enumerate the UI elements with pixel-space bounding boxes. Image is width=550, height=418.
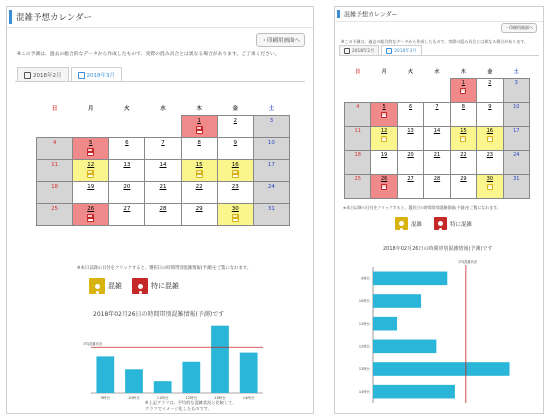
calendar-day-cell[interactable] <box>424 103 450 127</box>
calendar-panel-mobile <box>334 6 544 414</box>
day-number: 23 <box>486 152 493 158</box>
calendar-day-cell <box>345 127 371 151</box>
day-number: 23 <box>231 184 239 190</box>
tab-2018-02[interactable] <box>17 67 69 82</box>
day-number: 31 <box>267 206 275 212</box>
calendar-day-cell[interactable] <box>181 116 217 138</box>
day-number: 20 <box>407 152 414 158</box>
day-number: 13 <box>407 128 414 134</box>
weekday-header: 日 <box>355 68 361 75</box>
crowd-icon <box>487 136 493 142</box>
chart-tick-label: 14時台 <box>242 396 255 400</box>
day-number: 9 <box>233 140 238 146</box>
legend-heavy-label: 特に混雑 <box>151 282 179 290</box>
title-bar <box>7 7 313 28</box>
day-number: 9 <box>488 104 492 110</box>
calendar-day-cell[interactable] <box>73 160 109 182</box>
title-accent <box>9 10 12 24</box>
crowd-icon <box>87 170 94 178</box>
calendar-day-cell[interactable] <box>181 204 217 226</box>
calendar-grid <box>36 101 290 226</box>
tab-label: 2018年3月 <box>394 49 417 54</box>
calendar-note: ※本日以降の日付をクリックすると、選択日の時間帯別混雑情報(予測)をご覧になれます。 <box>343 205 501 210</box>
day-number: 1 <box>197 118 201 124</box>
crowd-icon <box>87 148 94 156</box>
calendar-day-cell[interactable] <box>397 175 423 199</box>
day-number: 5 <box>382 104 386 110</box>
day-number: 10 <box>267 140 275 146</box>
calendar-day-cell[interactable] <box>450 103 476 127</box>
forecast-notice: ※この予測は、過去の総合的なデータから作成したもので、実際の混み具合とは異なる場合があります。ご了承ください。 <box>17 52 280 57</box>
calendar-day-cell <box>253 116 289 138</box>
calendar-day-cell[interactable] <box>450 79 476 103</box>
graph-footnote-line: ※上記グラフは、平均的な混雑状況と比較して、 <box>145 400 237 405</box>
calendar-day-cell <box>345 103 371 127</box>
day-number: 7 <box>161 140 165 146</box>
tab-label: 2018年2月 <box>33 73 62 79</box>
day-number: 13 <box>123 162 131 168</box>
chart-bar <box>373 385 455 399</box>
calendar-empty-cell <box>371 79 397 103</box>
legend-heavy <box>434 217 472 230</box>
crowd-icon <box>232 170 239 178</box>
calendar-empty-cell <box>424 79 450 103</box>
calendar-day-cell[interactable] <box>477 79 503 103</box>
chart-tick-label: 10時台 <box>358 299 370 304</box>
day-number: 3 <box>514 80 518 86</box>
calendar-day-cell[interactable] <box>217 160 253 182</box>
day-number: 15 <box>195 162 203 168</box>
chart-bar <box>125 369 143 393</box>
chart-bar <box>373 362 510 376</box>
chart-tick-label: 14時台 <box>358 389 370 394</box>
day-number: 14 <box>433 128 441 134</box>
calendar-day-cell[interactable] <box>477 175 503 199</box>
crowd-icon <box>381 136 387 142</box>
average-line-label: 平均混雑状況 <box>83 342 103 347</box>
calendar-day-cell[interactable] <box>145 204 181 226</box>
day-number: 30 <box>231 206 239 212</box>
day-number: 20 <box>123 184 131 190</box>
chart-tick-label: 9時台 <box>361 276 370 281</box>
chart-bar <box>373 294 421 308</box>
day-number: 12 <box>87 162 95 168</box>
day-number: 29 <box>195 206 203 212</box>
crowd-icon <box>460 88 466 94</box>
calendar-day-cell[interactable] <box>397 103 423 127</box>
calendar-day-cell[interactable] <box>73 182 109 204</box>
day-number: 1 <box>461 80 465 86</box>
day-number: 24 <box>513 152 520 158</box>
day-number: 7 <box>435 104 439 110</box>
calendar-day-cell <box>503 103 529 127</box>
forecast-notice: ※この予測は、過去の総合的なデータから作成したもので、実際の混み具合とは異なる場合があります。 <box>341 39 528 44</box>
calendar-day-cell[interactable] <box>109 160 145 182</box>
calendar-day-cell <box>253 204 289 226</box>
day-number: 8 <box>461 104 465 110</box>
day-number: 31 <box>513 176 520 182</box>
calendar-day-cell[interactable] <box>450 175 476 199</box>
crowd-icon <box>381 184 387 190</box>
calendar-day-cell <box>37 138 73 160</box>
day-number: 19 <box>380 152 388 158</box>
calendar-empty-cell <box>37 116 73 138</box>
calendar-day-cell <box>503 127 529 151</box>
calendar-week-row <box>345 151 530 175</box>
calendar-day-cell[interactable] <box>109 182 145 204</box>
day-number: 21 <box>433 152 441 158</box>
graph-title: 2018年02月26日の時間帯別混雑情報(予測)です <box>93 311 225 318</box>
chart-tick-label: 13時台 <box>214 396 226 400</box>
day-number: 5 <box>88 140 93 146</box>
day-number: 18 <box>354 152 361 158</box>
legend <box>395 217 472 230</box>
day-number: 21 <box>159 184 167 190</box>
calendar-day-cell[interactable] <box>145 160 181 182</box>
calendar-icon <box>24 72 31 79</box>
legend-heavy-label: 特に混雑 <box>450 221 473 228</box>
calendar-day-cell[interactable] <box>109 138 145 160</box>
chart-tick-label: 11時台 <box>358 321 370 326</box>
day-number: 2 <box>233 118 238 124</box>
day-number: 17 <box>513 128 520 134</box>
calendar-week-row <box>345 127 530 151</box>
chart-tick-label: 13時台 <box>358 367 370 372</box>
calendar-week-row <box>345 175 530 199</box>
chart-bar <box>240 353 258 393</box>
weekday-header: 木 <box>460 68 466 75</box>
calendar-day-cell[interactable] <box>109 204 145 226</box>
calendar-day-cell <box>503 79 529 103</box>
hourly-congestion-chart <box>343 255 523 405</box>
calendar-grid <box>344 64 530 199</box>
calendar-day-cell[interactable] <box>371 151 397 175</box>
day-number: 26 <box>380 176 388 182</box>
day-number: 17 <box>267 162 275 168</box>
weekday-header: 水 <box>160 106 166 113</box>
print-button[interactable]: ・印刷用画面へ <box>256 33 305 47</box>
calendar-day-cell[interactable] <box>450 127 476 151</box>
day-number: 22 <box>460 152 467 158</box>
calendar-day-cell <box>345 151 371 175</box>
print-button[interactable]: ・印刷用画面へ <box>501 23 537 33</box>
day-number: 24 <box>267 184 275 190</box>
weekday-header: 土 <box>268 106 275 112</box>
page-title: 混雑予想カレンダー <box>16 13 92 23</box>
day-number: 25 <box>354 176 361 182</box>
weekday-header: 木 <box>196 106 202 112</box>
crowd-icon <box>196 126 203 134</box>
tab-divider <box>339 55 539 56</box>
tab-2018-03[interactable] <box>71 67 123 82</box>
chart-bar <box>96 356 114 393</box>
tab-label: 2018年2月 <box>352 49 375 54</box>
calendar-day-cell[interactable] <box>217 138 253 160</box>
day-number: 18 <box>51 184 59 190</box>
graph-title: 2018年02月26日の時間帯別混雑情報(予測)です <box>383 246 493 252</box>
title-bar <box>335 7 543 22</box>
calendar-day-cell <box>345 175 371 199</box>
day-number: 16 <box>486 128 493 134</box>
day-number: 25 <box>51 206 59 212</box>
day-number: 28 <box>433 176 441 182</box>
day-number: 15 <box>460 128 467 134</box>
legend-moderate-label: 混雑 <box>108 282 122 290</box>
calendar-note: ※本日以降の日付をクリックすると、選択日の時間帯別混雑情報(予測)をご覧になれます。 <box>77 266 252 271</box>
calendar-day-cell[interactable] <box>217 182 253 204</box>
calendar-day-cell <box>37 182 73 204</box>
calendar-week-row <box>37 116 290 138</box>
day-number: 16 <box>231 162 239 168</box>
calendar-empty-cell <box>109 116 145 138</box>
calendar-panel-desktop <box>6 6 314 414</box>
day-number: 19 <box>87 184 95 190</box>
day-number: 28 <box>159 206 167 212</box>
calendar-week-row <box>345 79 530 103</box>
weekday-header: 火 <box>124 106 130 113</box>
day-number: 11 <box>51 162 59 168</box>
weekday-header: 月 <box>381 68 387 75</box>
calendar-day-cell <box>253 182 289 204</box>
calendar-empty-cell <box>397 79 423 103</box>
weekday-header: 金 <box>487 68 493 75</box>
day-number: 10 <box>513 104 520 110</box>
chart-bar <box>211 326 229 393</box>
weekday-header: 金 <box>232 106 239 112</box>
crowd-icon <box>460 136 466 142</box>
calendar-day-cell <box>253 160 289 182</box>
calendar-week-row <box>37 204 290 226</box>
calendar-day-cell[interactable] <box>73 138 109 160</box>
day-number: 26 <box>87 206 95 212</box>
chart-tick-label: 12時台 <box>185 396 198 400</box>
day-number: 12 <box>380 128 388 134</box>
chart-tick-label: 12時台 <box>358 344 370 349</box>
day-number: 22 <box>195 184 203 190</box>
crowd-icon <box>132 278 148 294</box>
calendar-day-cell[interactable] <box>217 116 253 138</box>
legend <box>89 278 179 294</box>
graph-footnote-line: グラフでイメージ化したものです。 <box>145 406 212 411</box>
day-number: 8 <box>197 140 201 146</box>
calendar-day-cell[interactable] <box>181 160 217 182</box>
chart-tick-label: 11時台 <box>156 396 169 400</box>
crowd-icon <box>395 217 408 230</box>
day-number: 27 <box>407 176 414 182</box>
day-number: 2 <box>488 80 492 86</box>
calendar-empty-cell <box>73 116 109 138</box>
weekday-header: 日 <box>51 106 58 113</box>
calendar-day-cell <box>503 151 529 175</box>
legend-moderate-label: 混雑 <box>411 221 423 228</box>
calendar-week-row <box>37 138 290 160</box>
weekday-header: 月 <box>87 106 94 113</box>
average-line-label: 平均混雑状況 <box>457 260 477 264</box>
calendar-day-cell[interactable] <box>424 127 450 151</box>
crowd-icon <box>434 217 447 230</box>
crowd-icon <box>381 112 387 118</box>
chart-tick-label: 10時台 <box>128 396 140 400</box>
graph-footnote <box>145 400 236 412</box>
legend-moderate <box>89 278 122 294</box>
calendar-icon <box>344 48 350 54</box>
legend-heavy <box>132 278 179 294</box>
crowd-icon <box>89 278 105 294</box>
calendar-day-cell[interactable] <box>145 138 181 160</box>
calendar-icon <box>386 48 392 54</box>
month-tabs <box>17 67 122 82</box>
calendar-empty-cell <box>345 79 371 103</box>
calendar-day-cell[interactable] <box>424 175 450 199</box>
calendar-day-cell[interactable] <box>371 127 397 151</box>
calendar-week-row <box>37 182 290 204</box>
calendar-day-cell <box>503 175 529 199</box>
chart-bar <box>373 272 447 286</box>
calendar-day-cell[interactable] <box>477 103 503 127</box>
crowd-icon <box>87 214 94 222</box>
hourly-congestion-chart <box>77 319 267 401</box>
tab-divider <box>15 81 305 82</box>
calendar-day-cell[interactable] <box>73 204 109 226</box>
calendar-day-cell <box>253 138 289 160</box>
chart-bar <box>373 317 397 331</box>
day-number: 6 <box>408 104 413 110</box>
calendar-day-cell <box>37 204 73 226</box>
chart-bar <box>373 340 436 354</box>
calendar-day-cell[interactable] <box>450 151 476 175</box>
chart-tick-label: 9時台 <box>100 396 111 400</box>
calendar-day-cell[interactable] <box>477 151 503 175</box>
chart-bar <box>182 362 200 393</box>
calendar-day-cell[interactable] <box>181 182 217 204</box>
day-number: 6 <box>125 140 129 146</box>
day-number: 4 <box>356 104 360 110</box>
calendar-day-cell[interactable] <box>217 204 253 226</box>
weekday-header: 火 <box>408 68 414 75</box>
calendar-day-cell[interactable] <box>371 103 397 127</box>
day-number: 11 <box>354 128 361 134</box>
calendar-icon <box>78 72 85 79</box>
calendar-week-row <box>37 160 290 182</box>
calendar-day-cell[interactable] <box>145 182 181 204</box>
calendar-day-cell[interactable] <box>397 151 423 175</box>
crowd-icon <box>487 184 493 190</box>
weekday-header: 土 <box>513 68 519 75</box>
day-number: 4 <box>52 140 57 146</box>
crowd-icon <box>232 214 239 222</box>
day-number: 30 <box>486 176 493 182</box>
calendar-week-row <box>345 103 530 127</box>
legend-moderate <box>395 217 422 230</box>
page-title: 混雑予想カレンダー <box>344 11 398 19</box>
calendar-empty-cell <box>145 116 181 138</box>
calendar-day-cell[interactable] <box>477 127 503 151</box>
day-number: 3 <box>269 118 274 124</box>
day-number: 27 <box>123 206 131 212</box>
day-number: 14 <box>159 162 167 168</box>
chart-bar <box>154 381 172 393</box>
calendar-day-cell[interactable] <box>397 127 423 151</box>
day-number: 29 <box>460 176 467 182</box>
calendar-day-cell[interactable] <box>424 151 450 175</box>
calendar-day-cell <box>37 160 73 182</box>
calendar-day-cell[interactable] <box>371 175 397 199</box>
calendar-day-cell[interactable] <box>181 138 217 160</box>
crowd-icon <box>196 170 203 178</box>
tab-label: 2018年3月 <box>86 73 115 79</box>
weekday-header: 水 <box>434 68 440 75</box>
title-accent <box>337 10 340 18</box>
